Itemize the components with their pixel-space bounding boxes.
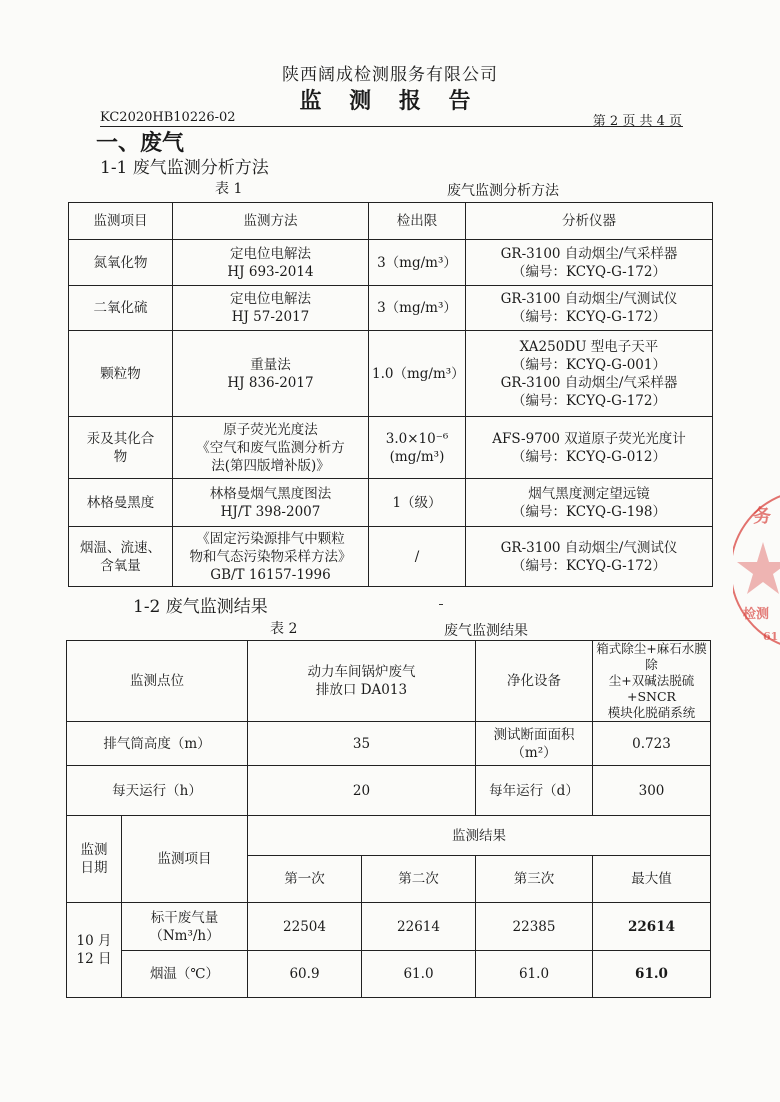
value-cell: 61.0 — [476, 951, 593, 998]
subsection-heading-2: 1-2 废气监测结果 — [133, 597, 268, 617]
yearly-value: 300 — [593, 766, 711, 816]
col-header: 监测项目 — [69, 203, 173, 240]
method-cell: 重量法 HJ 836-2017 — [173, 331, 369, 417]
daily-value: 20 — [248, 766, 476, 816]
table-row — [67, 951, 711, 998]
limit-cell: 3（mg/m³） — [369, 286, 466, 331]
method-cell: 《固定污染源排气中颗粒 物和气态污染物采样方法》 GB/T 16157-1996 — [173, 527, 369, 587]
stray-mark — [439, 604, 443, 605]
instrument-cell: XA250DU 型电子天平 （编号：KCYQ-G-001） GR-3100 自动烟尘/气采样器 （编号：KCYQ-G-172） — [466, 331, 713, 417]
run-header: 第一次 — [248, 856, 362, 903]
point-label: 监测点位 — [67, 641, 248, 722]
result-header-row — [67, 816, 711, 856]
svg-text:务: 务 — [753, 506, 771, 527]
height-label: 排气筒高度（m） — [67, 722, 248, 766]
value-cell: 22385 — [476, 903, 593, 951]
item-cell: 颗粒物 — [69, 331, 173, 417]
method-cell: 原子荧光光度法 《空气和废气监测分析方 法(第四版增补版)》 — [173, 417, 369, 479]
table-results — [66, 640, 711, 998]
instrument-cell: GR-3100 自动烟尘/气测试仪 （编号：KCYQ-G-172） — [466, 527, 713, 587]
limit-cell: 1.0（mg/m³） — [369, 331, 466, 417]
instrument-cell: GR-3100 自动烟尘/气测试仪 （编号：KCYQ-G-172） — [466, 286, 713, 331]
value-cell: 22504 — [248, 903, 362, 951]
purify-value: 箱式除尘+麻石水膜除 尘+双碱法脱硫+SNCR 模块化脱硝系统 — [593, 641, 711, 722]
limit-cell: 1（级） — [369, 479, 466, 527]
company-name: 陕西阔成检测服务有限公司 — [282, 65, 498, 85]
item-cell: 林格曼黑度 — [69, 479, 173, 527]
table2-title: 废气监测结果 — [444, 623, 528, 639]
area-label: 测试断面面积（m²） — [476, 722, 593, 766]
max-value-cell: 61.0 — [593, 951, 711, 998]
table-row — [69, 479, 713, 527]
table-row — [69, 240, 713, 286]
instrument-cell: GR-3100 自动烟尘/气采样器 （编号：KCYQ-G-172） — [466, 240, 713, 286]
seal-stamp — [733, 490, 780, 650]
item-cell: 烟温（℃） — [122, 951, 248, 998]
instrument-cell: 烟气黑度测定望远镜 （编号：KCYQ-G-198） — [466, 479, 713, 527]
header-rule — [100, 126, 683, 127]
section-heading: 一、废气 — [96, 130, 185, 156]
method-cell: 林格曼烟气黑度图法 HJ/T 398-2007 — [173, 479, 369, 527]
run-header: 第二次 — [362, 856, 476, 903]
max-value-cell: 22614 — [593, 903, 711, 951]
table-row — [67, 903, 711, 951]
runtime-row — [67, 766, 711, 816]
limit-cell: 3.0×10⁻⁶ (mg/m³) — [369, 417, 466, 479]
daily-label: 每天运行（h） — [67, 766, 248, 816]
table-row — [69, 286, 713, 331]
method-cell: 定电位电解法 HJ 693-2014 — [173, 240, 369, 286]
limit-cell: 3（mg/m³） — [369, 240, 466, 286]
col-header: 监测方法 — [173, 203, 369, 240]
value-cell: 22614 — [362, 903, 476, 951]
date-header: 监测 日期 — [67, 816, 122, 903]
method-cell: 定电位电解法 HJ 57-2017 — [173, 286, 369, 331]
table-row — [69, 527, 713, 587]
table-row — [69, 417, 713, 479]
height-value: 35 — [248, 722, 476, 766]
date-cell: 10 月 12 日 — [67, 903, 122, 998]
point-value: 动力车间锅炉废气 排放口 DA013 — [248, 641, 476, 722]
table-header-row — [69, 203, 713, 240]
col-header: 检出限 — [369, 203, 466, 240]
value-cell: 60.9 — [248, 951, 362, 998]
result-header: 监测结果 — [248, 816, 711, 856]
purify-label: 净化设备 — [476, 641, 593, 722]
instrument-cell: AFS-9700 双道原子荧光光度计 （编号：KCYQ-G-012） — [466, 417, 713, 479]
report-number: KC2020HB10226-02 — [100, 110, 236, 125]
table1-title: 废气监测分析方法 — [447, 183, 559, 199]
value-cell: 61.0 — [362, 951, 476, 998]
item-cell: 烟温、流速、 含氧量 — [69, 527, 173, 587]
item-cell: 二氧化硫 — [69, 286, 173, 331]
report-title: 监 测 报 告 — [299, 88, 481, 114]
yearly-label: 每年运行（d） — [476, 766, 593, 816]
svg-text:检测: 检测 — [743, 607, 770, 622]
table1-number: 表 1 — [215, 181, 243, 197]
table-methods — [68, 202, 713, 587]
limit-cell: / — [369, 527, 466, 587]
table2-number: 表 2 — [270, 621, 298, 637]
height-row — [67, 722, 711, 766]
svg-text:61: 61 — [763, 630, 779, 643]
item-cell: 标干废气量 （Nm³/h） — [122, 903, 248, 951]
page-indicator: 第 2 页 共 4 页 — [592, 114, 682, 129]
col-header: 分析仪器 — [466, 203, 713, 240]
item-header: 监测项目 — [122, 816, 248, 903]
run-header: 第三次 — [476, 856, 593, 903]
point-row — [67, 641, 711, 722]
area-value: 0.723 — [593, 722, 711, 766]
item-cell: 汞及其化合 物 — [69, 417, 173, 479]
table-row — [69, 331, 713, 417]
run-header: 最大值 — [593, 856, 711, 903]
subsection-heading-1: 1-1 废气监测分析方法 — [100, 158, 269, 178]
item-cell: 氮氧化物 — [69, 240, 173, 286]
